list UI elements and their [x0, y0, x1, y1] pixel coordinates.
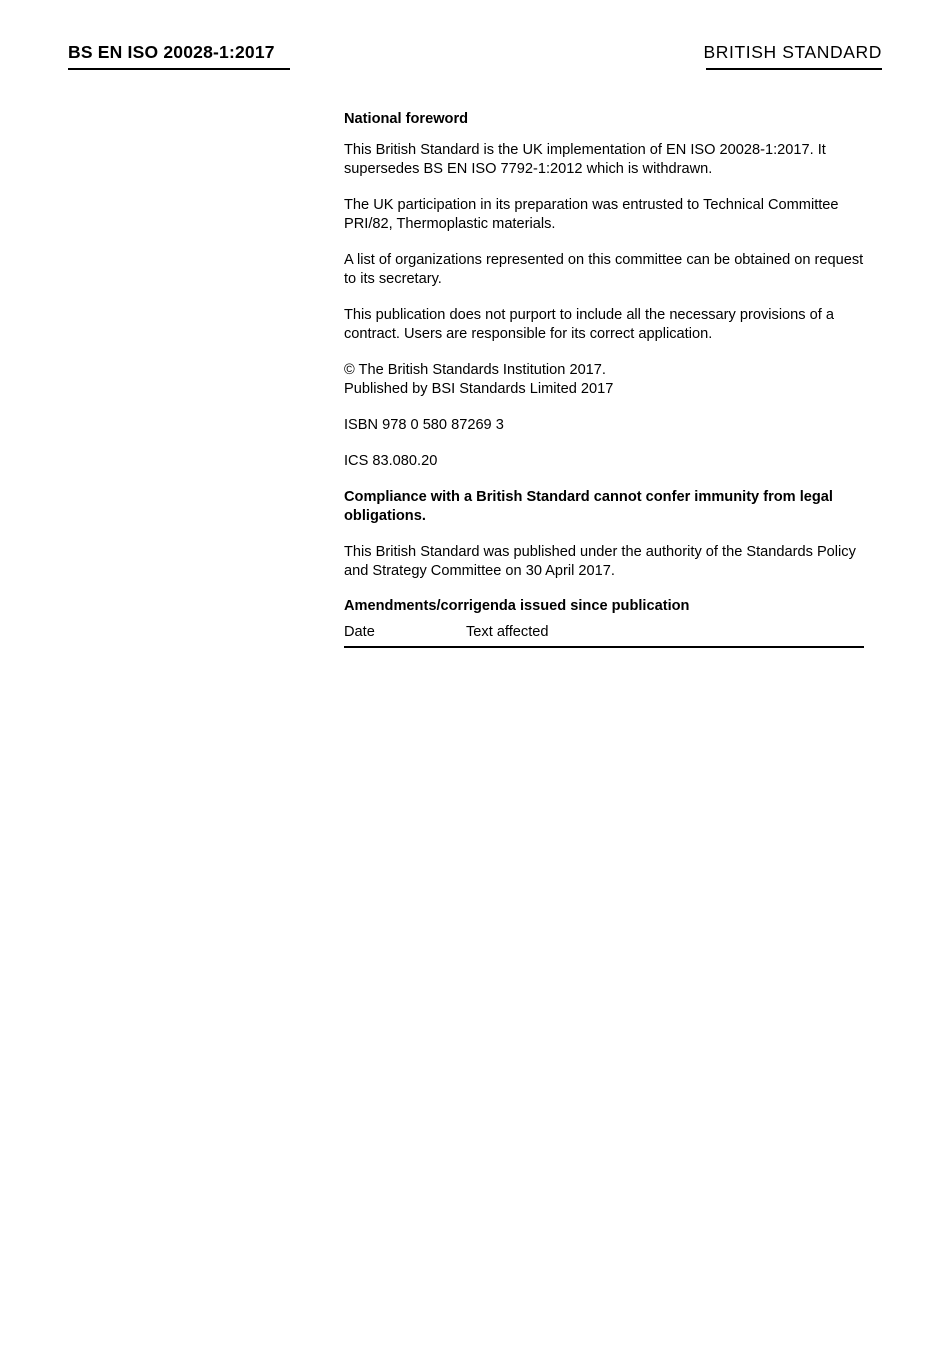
table-header-row: [344, 624, 864, 646]
copyright-line-1: © The British Standards Institution 2017.: [344, 362, 606, 378]
foreword-paragraph-4: This publication does not purport to include all the necessary provisions of a contract. Users are responsible for its correct application.: [344, 307, 834, 343]
foreword-paragraph-2: The UK participation in its preparation was entrusted to Technical Committee PRI/82, Thermoplastic materials.: [344, 197, 839, 233]
foreword-paragraph-1: This British Standard is the UK implementation of EN ISO 20028-1:2017. It supersedes BS EN ISO 7792-1:2012 which is withdrawn.: [344, 142, 826, 178]
page-header: [68, 42, 882, 76]
column-header-date: Date: [344, 623, 375, 640]
publisher-line: Published by BSI Standards Limited 2017: [344, 380, 614, 397]
standard-number: BS EN ISO 20028-1:2017: [68, 42, 275, 62]
amendments-section: [344, 598, 864, 648]
document-type-label: BRITISH STANDARD: [703, 42, 882, 62]
header-rule-left: [68, 68, 290, 70]
copyright-block: [344, 361, 864, 399]
amendments-table: [344, 624, 864, 646]
amendments-rule: [344, 646, 864, 648]
header-rule-right: [706, 68, 882, 70]
foreword-section: [344, 110, 864, 648]
compliance-notice: Compliance with a British Standard cannot confer immunity from legal obligations.: [344, 488, 833, 524]
ics-line: ICS 83.080.20: [344, 452, 438, 469]
page-title: National foreword: [344, 111, 469, 127]
amendments-title: Amendments/corrigenda issued since publication: [344, 597, 690, 614]
column-header-text-affected: Text affected: [466, 623, 549, 640]
isbn-line: ISBN 978 0 580 87269 3: [344, 416, 504, 433]
foreword-paragraph-3: A list of organizations represented on this committee can be obtained on request to its secretary.: [344, 252, 864, 288]
authority-statement: This British Standard was published under the authority of the Standards Policy and Strategy Committee on 30 April 2017.: [344, 543, 856, 579]
